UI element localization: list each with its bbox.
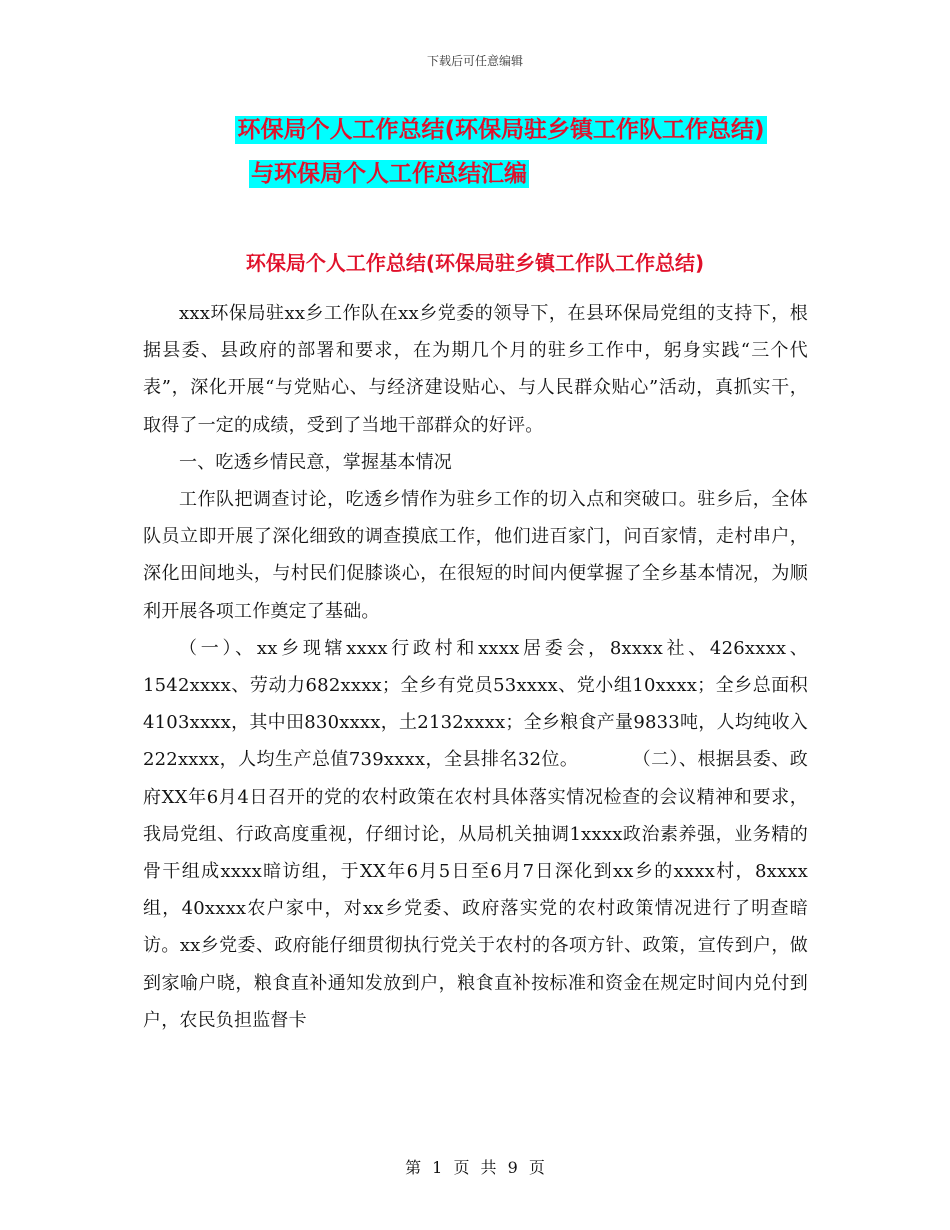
title-line2-text: 与环保局个人工作总结汇编 [251,161,527,187]
title-line1-text: 环保局个人工作总结(环保局驻乡镇工作队工作总结) [237,117,765,143]
document-title-line2 [0,158,864,190]
paragraph-survey: 工作队把调查讨论，吃透乡情作为驻乡工作的切入点和突破口。驻乡后，全体队员立即开展了深化细致的调查摸底工作，他们进百家门，问百家情，走村串户，深化田间地头，与村民们促膝谈心，在很短的时间内便掌握了全乡基本情况，为顺利开展各项工作奠定了基础。 [143,489,808,622]
page-header-note: 下载后可任意编辑 [426,54,523,68]
paragraph-statistics-part1: （一）、xx乡现辖xxxx行政村和xxxx居委会，8xxxx社、426xxxx、1542xxxx、劳动力682xxxx；全乡有党员53xxxx、党小组10xxxx；全乡总面积4103xxxx，其中田830xxxx，土2132xxxx；全乡粮食产量9833吨，人均纯收入222xxxx，人均生产总值739xxxx，全县排名32位。 [143,637,808,771]
section-title: 环保局个人工作总结(环保局驻乡镇工作队工作总结) [245,251,705,275]
document-title-line1 [26,114,950,146]
paragraph-statistics [143,630,808,1039]
section-heading-1: 一、吃透乡情民意，掌握基本情况 [179,451,452,473]
page-footer: 第 1 页 共 9 页 [405,1158,545,1177]
paragraph-intro: xxx环保局驻xx乡工作队在xx乡党委的领导下，在县环保局党组的支持下，根据县委、县政府的部署和要求，在为期几个月的驻乡工作中，躬身实践“三个代表”，深化开展“与党贴心、与经济建设贴心、与人民群众贴心”活动，真抓实干，取得了一定的成绩，受到了当地干部群众的好评。 [143,303,808,436]
paragraph-statistics-part2: （二）、根据县委、政府XX年6月4日召开的党的农村政策在农村具体落实情况检查的会议精神和要求，我局党组、行政高度重视，仔细讨论，从局机关抽调1xxxx政治素养强，业务精的骨干组成xxxx暗访组，于XX年6月5日至6月7日深化到xx乡的xxxx村，8xxxx组，40xxxx农户家中，对xx乡党委、政府落实党的农村政策情况进行了明查暗访。xx乡党委、政府能仔细贯彻执行党关于农村的各项方针、政策，宣传到户，做到家喻户晓，粮食直补通知发放到户，粮食直补按标准和资金在规定时间内兑付到户，农民负担监督卡 [143,749,808,1031]
document-body [143,295,808,1039]
